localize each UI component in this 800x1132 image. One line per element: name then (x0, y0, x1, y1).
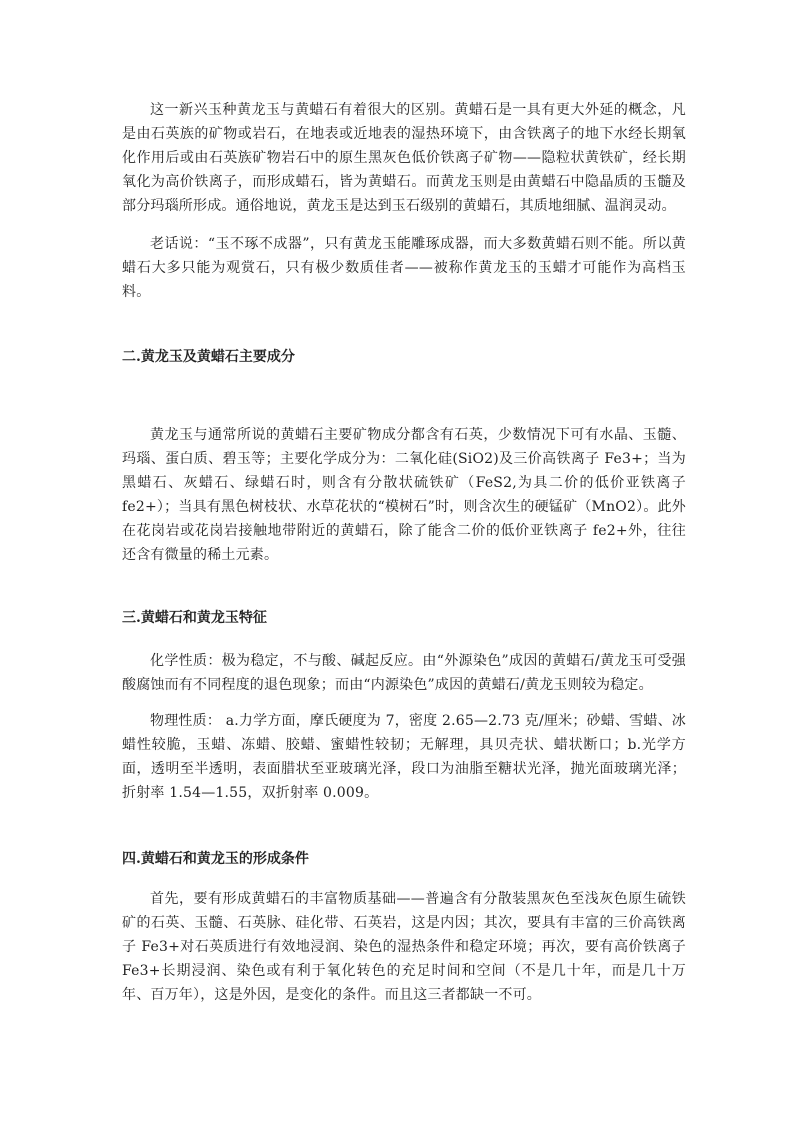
chemical-properties-paragraph: 化学性质：极为稳定，不与酸、碱起反应。由“外源染色”成因的黄蜡石/黄龙玉可受强酸腐蚀而有不同程度的退色现象；而由“内源染色”成因的黄蜡石/黄龙玉则较为稳定。 (122, 653, 686, 693)
section-heading-formation: 四.黄蜡石和黄龙玉的形成条件 (122, 851, 309, 867)
physical-properties-paragraph: 物理性质： a.力学方面，摩氏硬度为 7，密度 2.65—2.73 克/厘米；砂蜡、雪蜡、冰蜡性较脆，玉蜡、冻蜡、胶蜡、蜜蜡性较韧；无解理，具贝壳状、蜡状断口；b.光学方面，透明至半透明，表面腊状至亚玻璃光泽，段口为油脂至糖状光泽，抛光面玻璃光泽；折射率 1.54—1.55，双折射率 0.009。 (122, 713, 686, 801)
section-heading-characteristics: 三.黄蜡石和黄龙玉特征 (122, 610, 267, 626)
intro-paragraph-saying: 老话说：“玉不琢不成器”，只有黄龙玉能雕琢成器，而大多数黄蜡石则不能。所以黄蜡石大多只能为观赏石，只有极少数质佳者——被称作黄龙玉的玉蜡才可能作为高档玉料。 (122, 236, 686, 300)
section-heading-composition: 二.黄龙玉及黄蜡石主要成分 (122, 349, 295, 365)
formation-conditions-paragraph: 首先，要有形成黄蜡石的丰富物质基础——普遍含有分散装黑灰色至浅灰色原生硫铁矿的石英、玉髓、石英脉、硅化带、石英岩，这是内因；其次，要具有丰富的三价高铁离子 Fe3+对石英质进行有效地浸润、染色的湿热条件和稳定环境；再次，要有高价铁离子 Fe3+长期浸润、染色或有利于氧化转色的充足时间和空间（不是几十年，而是几十万年、百万年），这是外因，是变化的条件。而且这三者都缺一不可。 (122, 891, 686, 1003)
intro-paragraph-difference: 这一新兴玉种黄龙玉与黄蜡石有着很大的区别。黄蜡石是一具有更大外延的概念，凡是由石英族的矿物或岩石，在地表或近地表的湿热环境下，由含铁离子的地下水经长期氧化作用后或由石英族矿物岩石中的原生黑灰色低价铁离子矿物——隐粒状黄铁矿，经长期氧化为高价铁离子，而形成蜡石，皆为黄蜡石。而黄龙玉则是由黄蜡石中隐晶质的玉髓及部分玛瑙所形成。通俗地说，黄龙玉是达到玉石级别的黄蜡石，其质地细腻、温润灵动。 (122, 102, 686, 214)
composition-paragraph: 黄龙玉与通常所说的黄蜡石主要矿物成分都含有石英，少数情况下可有水晶、玉髓、玛瑙、蛋白质、碧玉等；主要化学成分为：二氧化硅(SiO2)及三价高铁离子 Fe3+；当为黑蜡石、灰蜡石、绿蜡石时，则含有分散状硫铁矿（FeS2,为具二价的低价亚铁离子 fe2+）；当具有黑色树枝状、水草花状的“模树石”时，则含次生的硬锰矿（MnO2）。此外在花岗岩或花岗岩接触地带附近的黄蜡石，除了能含二价的低价亚铁离子 fe2+外，往往还含有微量的稀土元素。 (122, 427, 686, 563)
